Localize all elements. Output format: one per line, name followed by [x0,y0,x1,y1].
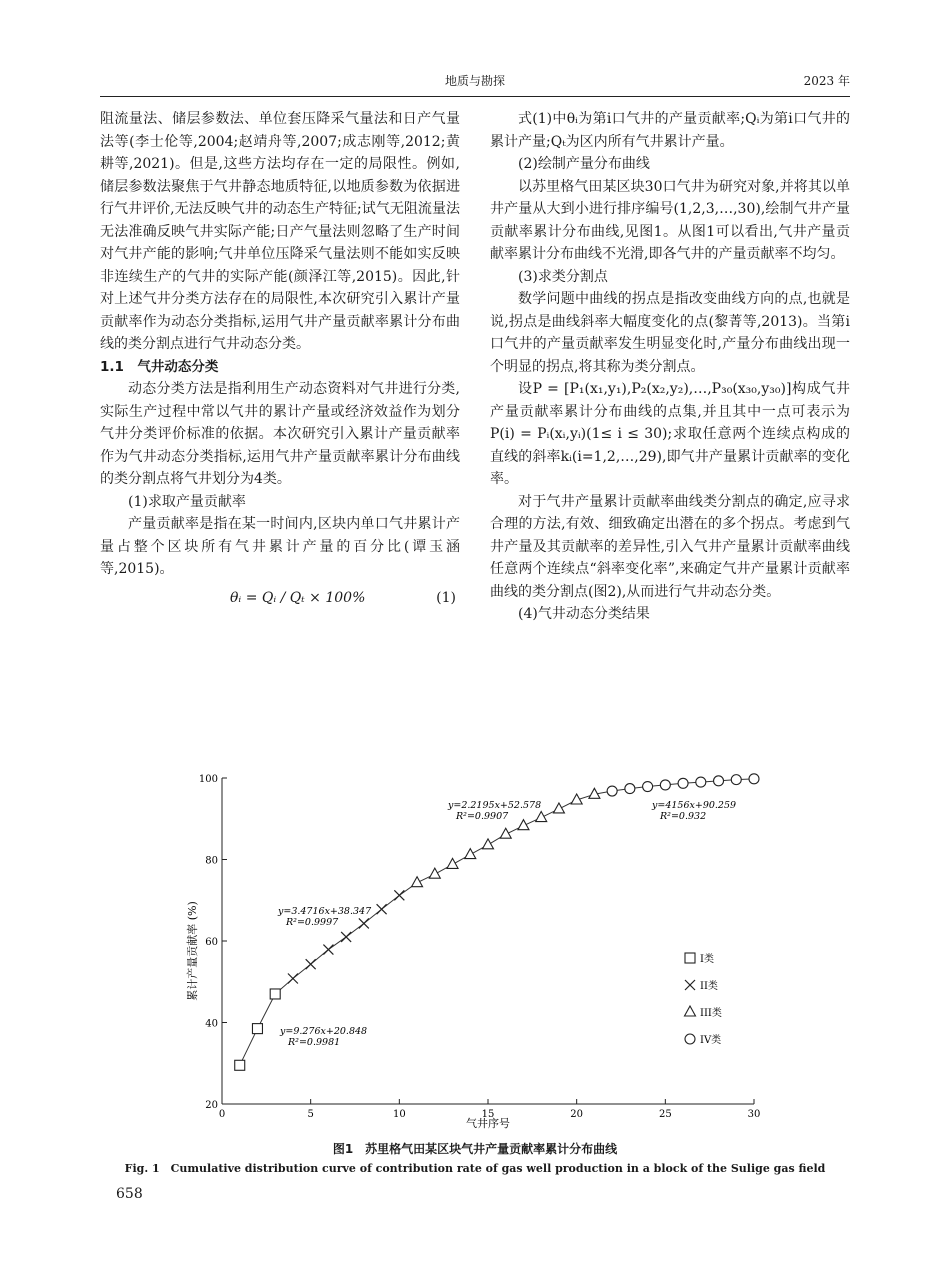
data-point [270,989,280,999]
data-point [377,904,387,914]
data-point [536,812,547,822]
page-number: 658 [116,1186,143,1202]
data-point [447,858,458,868]
data-point [714,776,724,786]
legend-label: II类 [700,981,718,992]
data-point [341,932,351,942]
running-header [100,72,850,92]
y-tick-label: 80 [205,855,218,867]
x-tick-label: 15 [481,1109,495,1120]
legend-marker [685,953,695,963]
fit-equation: y=4156x+90.259 [652,800,737,811]
left-paragraph-1: 阻流量法、储层参数法、单位套压降采气量法和日产气量法等(李士伦等,2004;赵靖舟等,2007;成志刚等,2012;黄耕等,2021)。但是,这些方法均存在一定的局限性。例如,储层参数法聚焦于气井静态地质特征,以地质参数为依据进行气井评价,无法反映气井的动态生产特征;试气无阻流量法无法准确反映气井实际产能;日产气量法则忽略了生产时间对气井产能的影响;气井单位压降采气量法则不能如实反映非连续生产的气井的实际产能(颜泽江等,2015)。因此,针对上述气井分类方法存在的局限性,本次研究引入累计产量贡献率作为动态分类指标,运用气井产量贡献率累计分布曲线的类分割点进行气井动态分类。 [100,111,460,352]
data-point [660,780,670,790]
fit-equation: y=3.4716x+38.347 [278,906,372,917]
fit-r-squared: R²=0.9997 [286,917,339,928]
y-axis-label: 累计产量贡献率 (%) [186,901,199,1001]
y-tick-label: 20 [205,1100,218,1111]
y-tick-label: 40 [205,1018,218,1030]
x-tick-label: 25 [658,1109,672,1120]
y-tick-label: 100 [198,774,218,785]
legend-label: III类 [700,1008,722,1019]
x-tick-label: 30 [747,1109,761,1120]
data-point [625,784,635,794]
header-year: 2023 年 [803,74,850,88]
data-point [607,786,617,796]
chart-axes [199,774,760,1120]
journal-name: 地质与勘探 [444,74,505,88]
legend-marker [685,1006,696,1016]
left-paragraph-3: 产量贡献率是指在某一时间内,区块内单口气井累计产量占整个区块所有气井累计产量的百分比(谭玉涵等,2015)。 [100,516,460,577]
fit-r-squared: R²=0.9981 [288,1037,341,1048]
step-2-heading: (2)绘制产量分布曲线 [518,156,650,172]
left-column [100,108,460,621]
y-tick-label: 60 [205,937,218,948]
data-point [429,868,440,878]
data-point [749,774,759,784]
right-paragraph-5: 对于气井产量累计贡献率曲线类分割点的确定,应寻求合理的方法,有效、细致确定出潜在的多个拐点。考虑到气井产量及其贡献率的差异性,引入气井产量累计贡献率曲线任意两个连续点“斜率变化率”,来确定气井产量累计贡献率曲线的类分割点(图2),从而进行气井动态分类。 [490,493,850,600]
chart-legend [685,952,722,1046]
data-point [394,890,404,900]
data-point [288,973,298,983]
data-point [323,945,333,955]
fit-equation: y=9.276x+20.848 [280,1026,368,1037]
right-paragraph-4: 设P = [P₁(x₁,y₁),P₂(x₂,y₂),…,P₃₀(x₃₀,y₃₀)]构成气井产量贡献率累计分布曲线的点集,并且其中一点可表示为P(i) = Pᵢ(xᵢ,yᵢ)(1≤ i ≤ 30);求取任意两个连续点构成的直线的斜率kᵢ(i=1,2,…,29),即气井产量累计贡献率的变化率。 [490,381,850,487]
x-tick-label: 20 [570,1109,584,1120]
right-paragraph-3: 数学问题中曲线的拐点是指改变曲线方向的点,也就是说,拐点是曲线斜率大幅度变化的点(黎菁等,2013)。当第i口气井的产量贡献率发生明显变化时,产量分布曲线出现一个明显的拐点,将其称为类分割点。 [490,291,850,375]
data-point [359,918,369,928]
fit-r-squared: R²=0.932 [660,811,707,822]
equation-number: (1) [436,589,456,606]
data-point [412,877,423,887]
data-point [306,959,316,969]
data-point [696,777,706,787]
right-column [490,108,850,626]
x-axis-label: 气井序号 [466,1117,510,1130]
equation-body: θᵢ = Qᵢ / Qₜ × 100% [230,589,366,606]
equation-1 [100,581,460,621]
step-3-heading: (3)求类分割点 [518,268,608,285]
fit-r-squared: R²=0.9907 [456,811,509,822]
legend-label: I类 [700,954,714,965]
right-paragraph-1: 式(1)中θᵢ为第i口气井的产量贡献率;Qᵢ为第i口气井的累计产量;Qₜ为区内所有气井累计产量。 [490,111,850,150]
legend-label: IV类 [700,1035,722,1046]
data-point [465,849,476,859]
data-point [518,820,529,830]
legend-marker [685,980,695,990]
legend-marker [685,1034,695,1044]
data-point [553,803,564,813]
header-rule [100,96,850,97]
x-tick-label: 0 [218,1109,226,1120]
left-paragraph-2: 动态分类方法是指利用生产动态资料对气井进行分类,实际生产过程中常以气井的累计产量或经济效益作为划分气井分类评价标准的依据。本次研究引入累计产量贡献率作为气井动态分类指标,运用气井产量贡献率累计分布曲线的类分割点将气井划分为4类。 [100,381,460,487]
data-point [643,782,653,792]
section-heading: 1.1 气井动态分类 [100,358,219,375]
step-1-heading: (1)求取产量贡献率 [128,493,246,510]
step-4-heading: (4)气井动态分类结果 [518,606,650,622]
cumulative-contribution-chart [180,766,780,1136]
figure-caption-en: Fig. 1 Cumulative distribution curve of contribution rate of gas well production in a block of the Sulige gas field [124,1162,826,1175]
figure-1 [180,766,780,1136]
data-point [678,778,688,788]
data-point [252,1024,262,1034]
right-paragraph-2: 以苏里格气田某区块30口气井为研究对象,并将其以单井产量从大到小进行排序编号(1,2,3,…,30),绘制气井产量贡献率累计分布曲线,见图1。从图1可以看出,气井产量贡献率累计分布曲线不光滑,即各气井的产量贡献率不均匀。 [490,178,850,262]
figure-caption-cn: 图1 苏里格气田某区块气井产量贡献率累计分布曲线 [332,1142,618,1156]
data-point [483,839,494,849]
fit-equation: y=2.2195x+52.578 [448,800,542,811]
fit-line [594,779,754,794]
x-tick-label: 10 [392,1109,406,1120]
x-tick-label: 5 [307,1109,314,1120]
data-point [731,775,741,785]
data-point [500,828,511,838]
data-point [235,1060,245,1070]
